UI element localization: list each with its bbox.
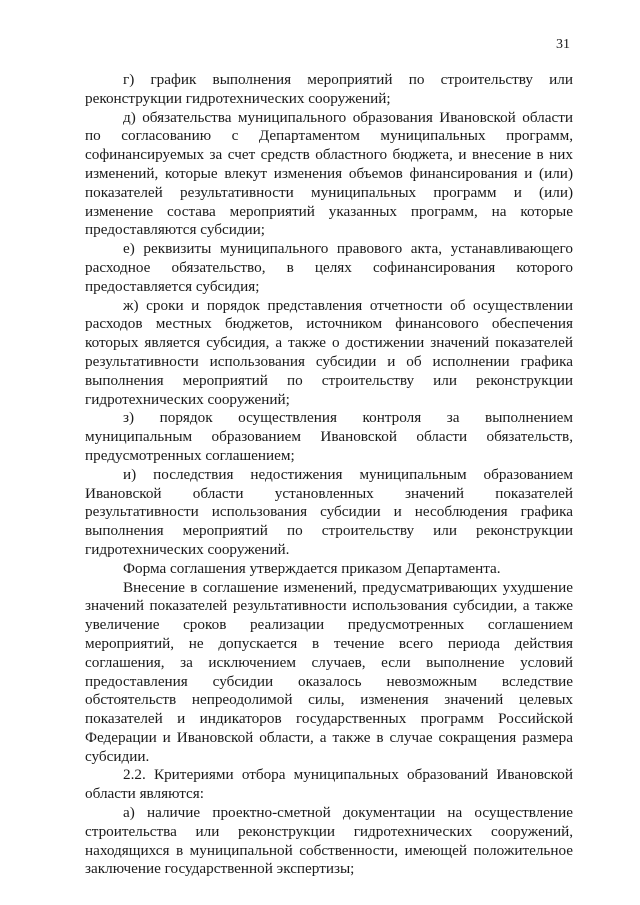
paragraph-item-z: з) порядок осуществления контроля за выполнением муниципальным образованием Ивановской области обязательств, предусмотренных соглашением;: [85, 409, 573, 464]
paragraph-item-i: и) последствия недостижения муниципальным образованием Ивановской области установленных значений показателей результативности использования субсидии и несоблюдения графика выполнения мероприятий по строительству или реконструкции гидротехнических сооружений.: [85, 465, 573, 558]
paragraph-section-2-2: 2.2. Критериями отбора муниципальных образований Ивановской области являются:: [85, 766, 573, 803]
paragraph-agreement-changes: Внесение в соглашение изменений, предусматривающих ухудшение значений показателей результативности использования субсидии, а также увеличение сроков реализации предусмотренных соглашением мероприятий, не допускается в течение всего периода действия соглашения, за исключением случаев, если выполнение условий предоставления субсидии оказалось невозможным вследствие обстоятельств непреодолимой силы, изменения значений целевых показателей и индикаторов государственных программ Российской Федерации и Ивановской области, а также в случае сокращения размера субсидии.: [85, 578, 573, 765]
paragraph-agreement-form: Форма соглашения утверждается приказом Департамента.: [123, 559, 501, 577]
document-body: [85, 71, 573, 879]
paragraph-item-g: г) график выполнения мероприятий по строительству или реконструкции гидротехнических сооружений;: [85, 71, 573, 107]
paragraph-item-e: е) реквизиты муниципального правового акта, устанавливающего расходное обязательство, в целях софинансирования которого предоставляется субсидия;: [85, 240, 573, 295]
paragraph-item-d: д) обязательства муниципального образования Ивановской области по согласованию с Департаментом муниципальных программ, софинансируемых за счет средств областного бюджета, и внесение в них изменений, которые влекут изменения объемов финансирования и (или) показателей результативности муниципальных программ и (или) изменение состава мероприятий указанных программ, на которые предоставляются субсидии;: [85, 108, 573, 239]
paragraph-criterion-a: а) наличие проектно-сметной документации на осуществление строительства или реконструкции гидротехнических сооружений, находящихся в муниципальной собственности, имеющей положительное заключение государственной экспертизы;: [85, 804, 573, 878]
paragraph-item-zh: ж) сроки и порядок представления отчетности об осуществлении расходов местных бюджетов, источником финансового обеспечения которых является субсидия, а также о достижении значений показателей результативности использования субсидии и об исполнении графика выполнения мероприятий по строительству или реконструкции гидротехнических сооружений;: [85, 296, 573, 408]
page-number: 31: [556, 37, 570, 52]
